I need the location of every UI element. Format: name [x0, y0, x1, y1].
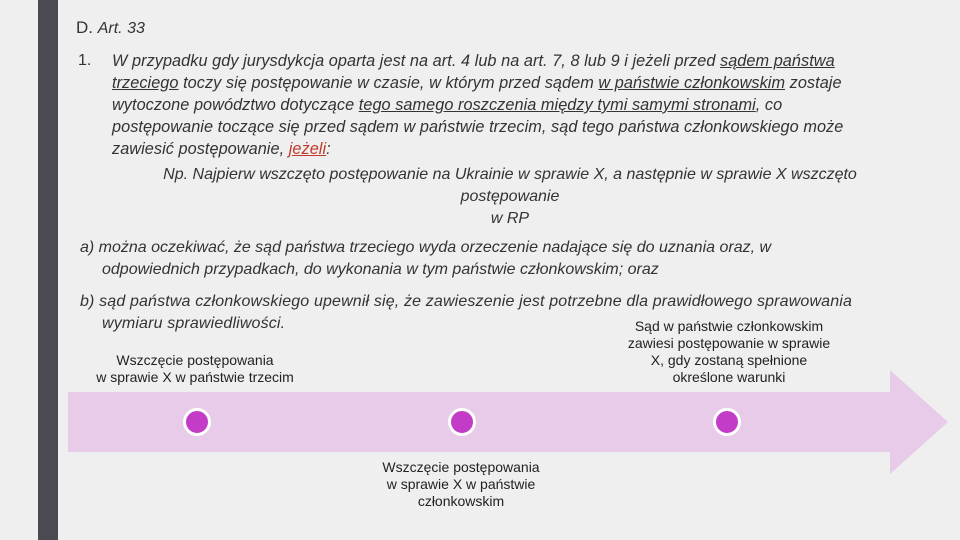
condition-a: a) można oczekiwać, że sąd państwa trzeciego wyda orzeczenie nadające się do uznania oraz, w odpowiednich przypadkach, do wykonania w tym państwie członkowskim; oraz: [80, 239, 772, 278]
title-letter: D.: [76, 18, 93, 37]
paragraph-number: 1.: [78, 52, 92, 69]
slide-title: [76, 18, 145, 38]
para1-line2: trzeciego toczy się postępowanie w czasie, w którym przed sądem w państwie członkowskim zostaje: [112, 74, 842, 92]
para1-line5: zawiesić postępowanie, jeżeli:: [112, 140, 331, 158]
timeline-label-suspension: Sąd w państwie członkowskim zawiesi postępowanie w sprawie X, gdy zostaną spełnione określone warunki: [627, 318, 831, 385]
timeline-dot-1: [183, 408, 211, 436]
timeline-dot-2: [448, 408, 476, 436]
timeline-dot-3: [713, 408, 741, 436]
para1-line4: postępowanie toczące się przed sądem w państwie trzecim, sąd tego państwa członkowskiego może: [112, 118, 844, 136]
para1-line1: W przypadku gdy jurysdykcja oparta jest na art. 4 lub na art. 7, 8 lub 9 i jeżeli przed sądem państwa: [112, 52, 835, 70]
condition-b: b) sąd państwa członkowskiego upewnił się, że zawieszenie jest potrzebne dla prawidłowego sprawowania wymiaru sprawiedliwości.: [80, 293, 853, 332]
highlight-jezeli: jeżeli: [288, 140, 327, 158]
title-article: Art. 33: [97, 20, 145, 37]
timeline-label-member-state: Wszczęcie postępowania w sprawie X w państwie członkowskim: [382, 459, 540, 509]
example-note: Np. Najpierw wszczęto postępowanie na Ukrainie w sprawie X, a następnie w sprawie X wszczęto postępowanie w RP: [163, 166, 857, 227]
para1-line3: wytoczone powództwo dotyczące tego samego roszczenia między tymi samymi stronami, co: [112, 96, 783, 114]
timeline-label-third-country: Wszczęcie postępowania w sprawie X w państwie trzecim: [96, 352, 294, 385]
side-accent-bar: [38, 0, 58, 540]
article-paragraph-1: [112, 50, 930, 160]
